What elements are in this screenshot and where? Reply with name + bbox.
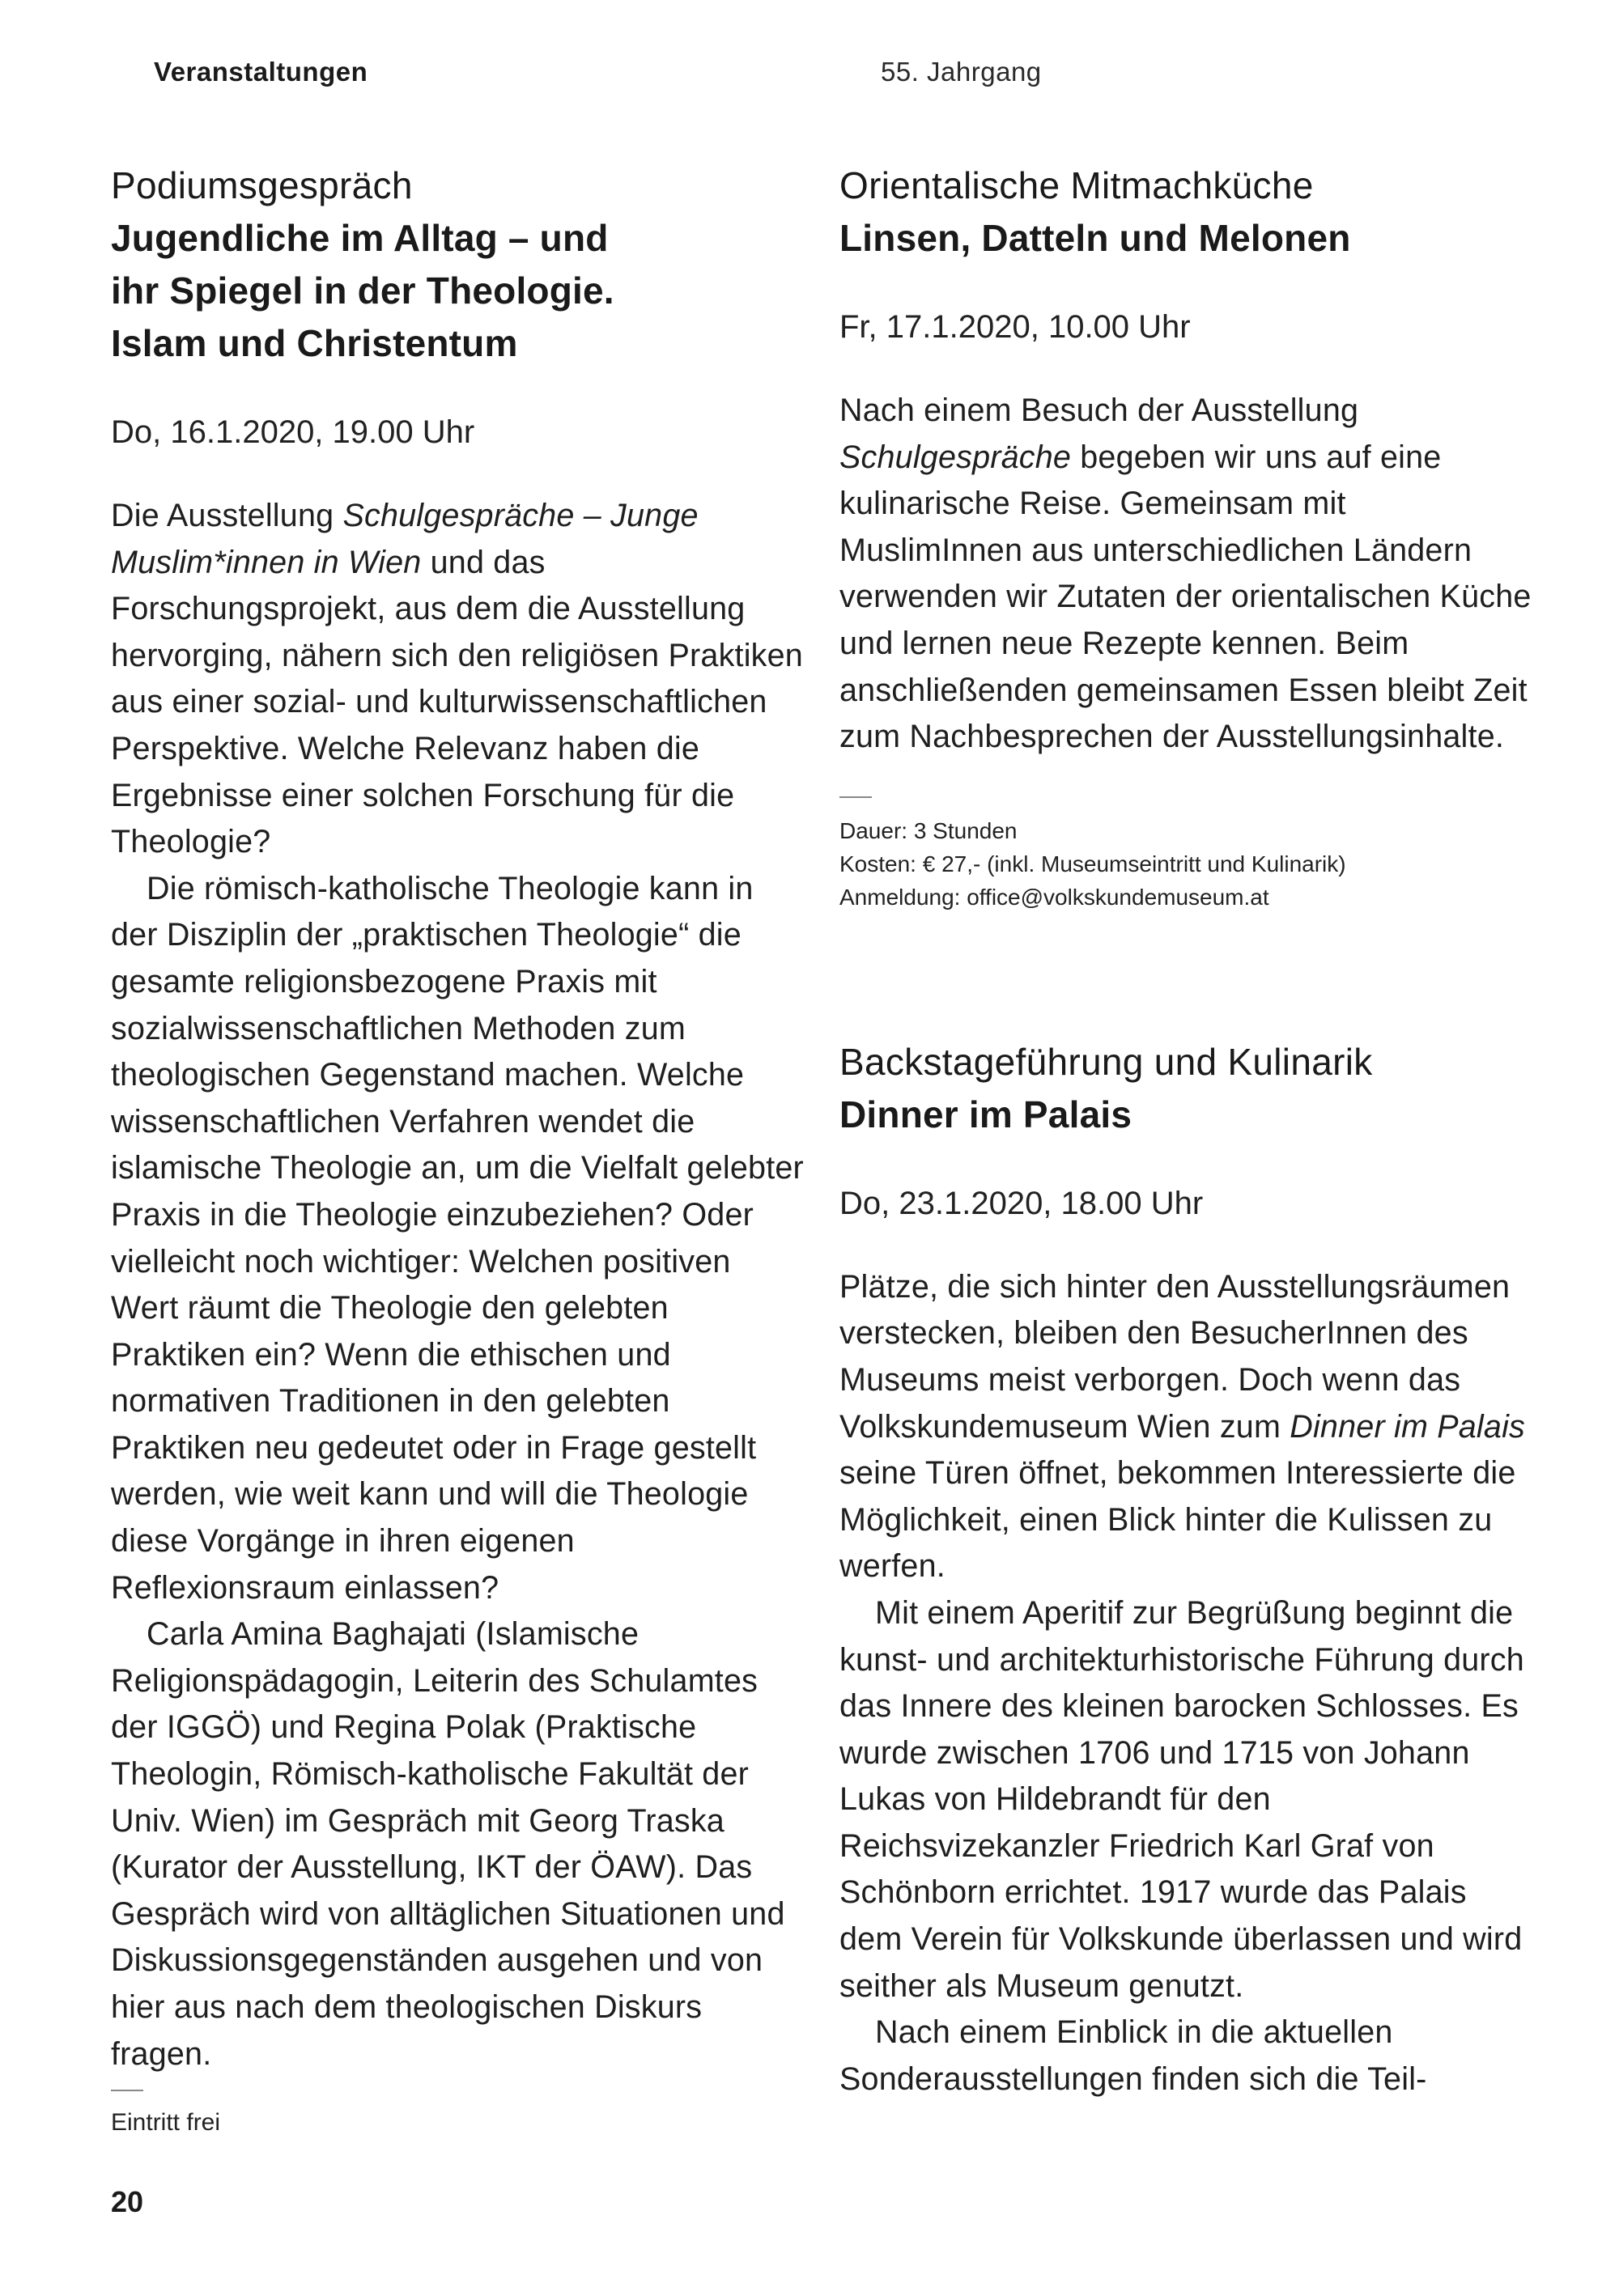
paragraph	[839, 388, 1536, 761]
event-description	[839, 388, 1536, 761]
text-segment: und das Forschungsprojekt, aus dem die Ausstellung hervorging, nähern sich den religiösen Praktiken aus einer sozial- und kulturwissenschaftlichen Perspektive. Welche Relevanz haben die Ergebnisse einer solchen Forschung für die Theologie?	[111, 544, 803, 860]
right-column	[839, 159, 1536, 2103]
divider	[839, 796, 872, 798]
event-description	[839, 1264, 1536, 2103]
event-name-italic: Dinner im Palais	[1290, 1408, 1526, 1445]
event-title-line: Islam und Christentum	[111, 322, 518, 364]
event-kicker: Backstageführung und Kulinarik	[839, 1040, 1373, 1083]
divider	[111, 2090, 143, 2091]
event-dinner-im-palais	[839, 1035, 1536, 2103]
info-line-duration: Dauer: 3 Stunden	[839, 817, 1018, 843]
info-line-admission: Eintritt frei	[111, 2109, 221, 2136]
text-segment: Die Ausstellung	[111, 498, 343, 533]
paragraph	[839, 2010, 1536, 2103]
text-segment: Mit einem Aperitif zur Begrüßung beginnt die kunst- und architekturhistorische Führung durch das Innere des kleinen barocken Schlosses. Es wurde zwischen 1706 und 1715 von Johann Lukas von Hildebrandt für den Reichsvizekanzler Friedrich Karl Graf von Schönborn errichtet. 1917 wurde das Palais dem Verein für Volkskunde überlassen und wird seither als Museum genutzt.	[839, 1594, 1524, 2004]
event-info-footnote	[111, 2090, 220, 2139]
exhibition-title: Schulgespräche	[839, 439, 1072, 475]
paragraph	[839, 1264, 1536, 1590]
event-title	[839, 1089, 1536, 1141]
event-kicker: Orientalische Mitmachküche	[839, 164, 1314, 206]
text-segment: Die römisch-katholische Theologie kann in der Disziplin der „praktischen Theologie“ die gesamte religionsbezogene Praxis mit sozialwissenschaftlichen Methoden zum theologischen Gegenstand machen. Welche wissenschaftlichen Verfahren wendet die islamische Theologie an, um die Vielfalt gelebter Praxis in die Theologie einzubeziehen? Oder vielleicht noch wichtiger: Welchen positiven Wert räumt die Theologie den gelebten Praktiken ein? Wenn die ethischen und normativen Traditionen in den gelebten Praktiken neu gedeutet oder in Frage gestellt werden, wie weit kann und will die Theologie diese Vorgänge in ihren eigenen Reflexionsraum einlassen?	[111, 870, 804, 1606]
event-date: Fr, 17.1.2020, 10.00 Uhr	[839, 309, 1191, 345]
event-description	[111, 493, 807, 2077]
text-segment: Carla Amina Baghajati (Islamische Religionspädagogin, Leiterin des Schulamtes der IGGÖ) und Regina Polak (Praktische Theologin, Römisch-katholische Fakultät der Univ. Wien) im Gespräch mit Georg Traska (Kurator der Ausstellung, IKT der ÖAW). Das Gespräch wird von alltäglichen Situationen und Diskussionsgegenständen ausgehen und von hier aus nach dem theologischen Diskurs fragen.	[111, 1616, 785, 2072]
event-title	[111, 212, 807, 370]
paragraph	[839, 1590, 1536, 2010]
text-segment: Plätze, die sich hinter den Ausstellungsräumen verstecken, bleiben den BesucherInnen des Museums meist verborgen. Doch wenn das Volkskundemuseum Wien zum	[839, 1268, 1511, 1445]
running-head-section: Veranstaltungen	[154, 57, 368, 87]
event-kicker: Podiumsgespräch	[111, 164, 413, 206]
event-podiumsgespraech	[111, 159, 807, 2077]
paragraph	[111, 1611, 807, 2077]
info-line-registration: Anmeldung: office@volkskundemuseum.at	[839, 884, 1269, 910]
text-segment: Nach einem Besuch der Ausstellung	[839, 393, 1359, 428]
event-title-line: Jugendliche im Alltag – und	[111, 217, 609, 259]
event-title-line: Linsen, Datteln und Melonen	[839, 217, 1351, 259]
event-mitmachkueche	[839, 159, 1536, 914]
event-date: Do, 23.1.2020, 18.00 Uhr	[839, 1185, 1204, 1221]
event-title	[839, 212, 1536, 265]
event-info	[839, 814, 1536, 914]
paragraph	[111, 866, 807, 1612]
text-segment: Nach einem Einblick in die aktuellen Sonderausstellungen finden sich die Teil-	[839, 2014, 1427, 2097]
event-title-line: ihr Spiegel in der Theologie.	[111, 269, 614, 312]
exhibition-title: Schulgespräche – Junge Muslim*innen in Wien	[111, 498, 699, 580]
page-number: 20	[111, 2185, 144, 2218]
event-info	[111, 2106, 220, 2139]
text-segment: begeben wir uns auf eine kulinarische Reise. Gemeinsam mit MuslimInnen aus unterschiedlichen Ländern verwenden wir Zutaten der orientalischen Küche und lernen neue Rezepte kennen. Beim anschließenden gemeinsamen Essen bleibt Zeit zum Nachbesprechen der Ausstellungsinhalte.	[839, 439, 1532, 755]
running-head-volume: 55. Jahrgang	[881, 57, 1042, 87]
text-segment: seine Türen öffnet, bekommen Interessierte die Möglichkeit, einen Blick hinter die Kulissen zu werfen.	[839, 1455, 1516, 1585]
info-line-cost: Kosten: € 27,- (inkl. Museumseintritt und Kulinarik)	[839, 851, 1346, 876]
event-title-line: Dinner im Palais	[839, 1093, 1132, 1135]
left-column	[111, 159, 807, 2077]
event-date: Do, 16.1.2020, 19.00 Uhr	[111, 414, 475, 450]
paragraph	[111, 493, 807, 866]
